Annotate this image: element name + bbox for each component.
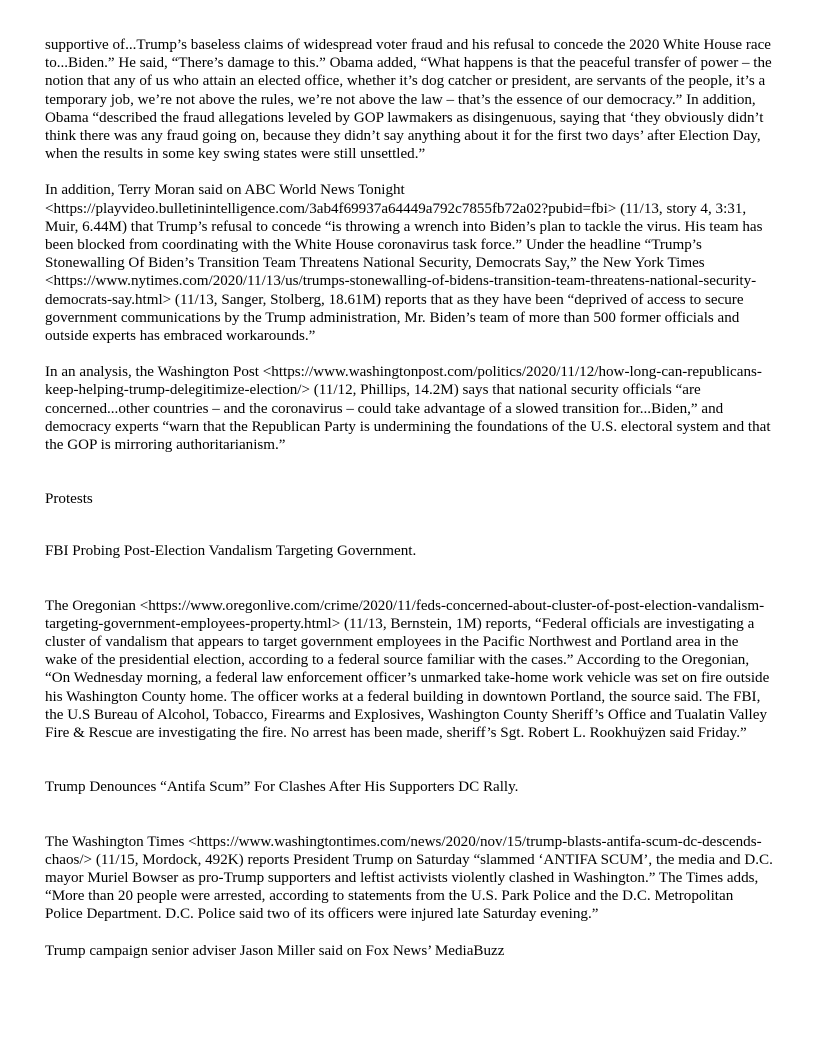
paragraph-abc-moran: In addition, Terry Moran said on ABC World News Tonight <https://playvideo.bulletinintelligence.com/3ab4f69937a64449a792c7855fb72a02?pubid=fbi> (11/13, story 4, 3:31, Muir, 6.44M) that Trump’s refusal to concede “is throwing a wrench into Biden’s plan to tackle the virus. His team has been blocked from coordinating with the White House coronavirus task force.” Under the headline “Trump’s Stonewalling Of Biden’s Transition Team Threatens National Security, Democrats Say,” the New York Times <https://www.nytimes.com/2020/11/13/us/trumps-stonewalling-of-bidens-transition-team-threatens-national-security-democrats-say.html> (11/13, Sanger, Stolberg, 18.61M) reports that as they have been “deprived of access to secure government communications by the Trump administration, Mr. Biden’s team of more than 500 former officials and outside experts has embraced workarounds.” — [45, 182, 763, 345]
section-heading-protests: Protests — [45, 491, 93, 508]
paragraph-jason-miller: Trump campaign senior adviser Jason Miller said on Fox News’ MediaBuzz — [45, 942, 505, 959]
paragraph-spacer — [45, 508, 773, 542]
paragraph-obama-remarks: supportive of...Trump’s baseless claims of widespread voter fraud and his refusal to concede the 2020 White House race to...Biden.” He said, “There’s damage to this.” Obama added, “What happens is that the peaceful transfer of power – the notion that any of us who attain an elected office, whether it’s dog catcher or president, are servants of the people, it’s a temporary job, we’re not above the rules, we’re not above the law – that’s the essence of our democracy.” In addition, Obama “described the fraud allegations leveled by GOP lawmakers as disingenuous, saying that ‘they obviously didn’t think there was any fraud going on, because they didn’t say anything about it for the first two days’ after Election Day, when the results in some key swing states were still unsettled.” — [45, 37, 772, 163]
paragraph-washington-post-analysis: In an analysis, the Washington Post <https://www.washingtonpost.com/politics/2020/11/12/how-long-can-republicans-keep-helping-trump-delegitimize-election/> (11/12, Phillips, 14.2M) says that national security officials “are concerned...other countries – and the coronavirus – could take advantage of a slowed transition for...Biden,” and democracy experts “warn that the Republican Party is undermining the foundations of the U.S. electoral system and that the GOP is mirroring authoritarianism.” — [45, 364, 771, 454]
document-page — [45, 36, 773, 960]
paragraph-spacer — [45, 742, 773, 778]
paragraph-spacer — [45, 345, 773, 363]
paragraph-oregonian: The Oregonian <https://www.oregonlive.com/crime/2020/11/feds-concerned-about-cluster-of-post-election-vandalism-targeting-government-employees-property.html> (11/13, Bernstein, 1M) reports, “Federal officials are investigating a cluster of vandalism that appears to target government employees in the Pacific Northwest and Portland area in the wake of the presidential election, according to a federal source familiar with the cases.” According to the Oregonian, “On Wednesday morning, a federal law enforcement officer’s unmarked take-home work vehicle was set on fire outside his Washington County home. The officer works at a federal building in downtown Portland, the source said. The FBI, the U.S Bureau of Alcohol, Tobacco, Firearms and Explosives, Washington County Sheriff’s Office and Tualatin Valley Fire & Rescue are investigating the fire. No arrest has been made, sheriff’s Sgt. Robert L. Rookhuÿzen said Friday.” — [45, 597, 770, 742]
paragraph-spacer — [45, 797, 773, 833]
paragraph-spacer — [45, 454, 773, 490]
paragraph-spacer — [45, 924, 773, 942]
paragraph-spacer — [45, 561, 773, 597]
paragraph-washington-times: The Washington Times <https://www.washingtontimes.com/news/2020/nov/15/trump-blasts-antifa-scum-dc-descends-chaos/> (11/15, Mordock, 492K) reports President Trump on Saturday “slammed ‘ANTIFA SCUM’, the media and D.C. mayor Muriel Bowser as pro-Trump supporters and leftist activists violently clashed in Washington.” The Times adds, “More than 20 people were arrested, according to statements from the U.S. Park Police and the D.C. Metropolitan Police Department. D.C. Police said two of its officers were injured late Saturday evening.” — [45, 833, 773, 923]
headline-fbi-vandalism: FBI Probing Post-Election Vandalism Targeting Government. — [45, 543, 417, 560]
paragraph-spacer — [45, 163, 773, 181]
headline-antifa: Trump Denounces “Antifa Scum” For Clashes After His Supporters DC Rally. — [45, 779, 519, 796]
